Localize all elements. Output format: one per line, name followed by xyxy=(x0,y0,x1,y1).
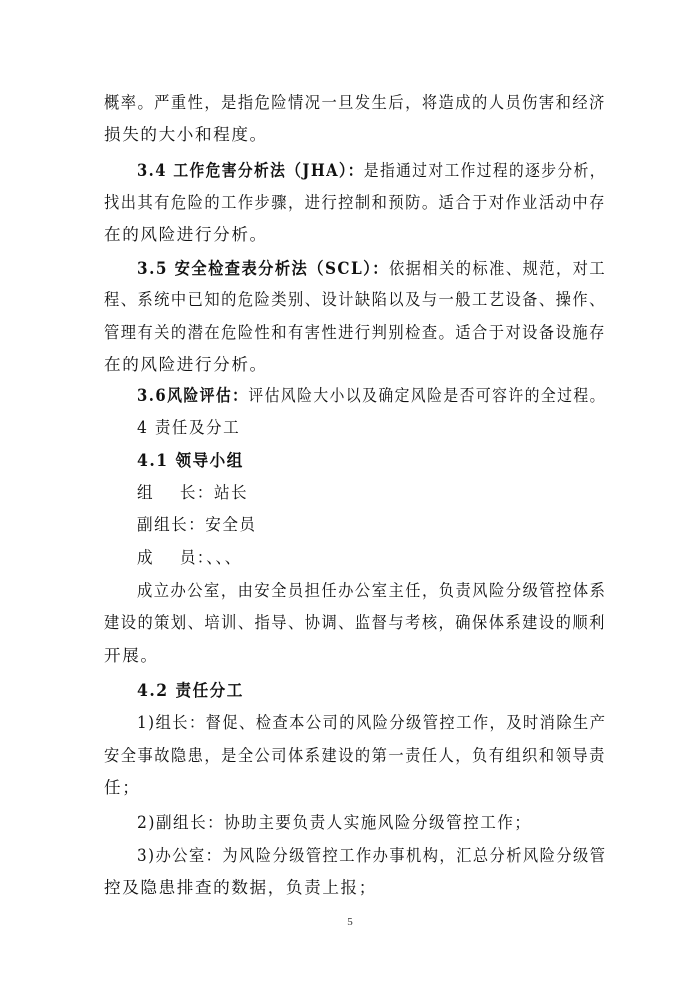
paragraph-line: 控及隐患排查的数据，负责上报； xyxy=(104,878,377,897)
members-line: 成 员：、、、 xyxy=(137,548,242,567)
paragraph-line: 安全事故隐患，是全公司体系建设的第一责任人，负有组织和领导责 xyxy=(104,746,606,765)
page-number: 5 xyxy=(347,916,353,928)
section-3-4-heading: 3.4 工作危害分析法（JHA）： xyxy=(137,160,364,180)
section-3-5-line xyxy=(137,257,607,280)
list-item: 2)副组长：协助主要负责人实施风险分级管控工作； xyxy=(137,813,532,832)
paragraph-line: 程、系统中已知的危险类别、设计缺陷以及与一般工艺设备、操作、 xyxy=(104,290,606,309)
section-4-2-heading: 4.2 责任分工 xyxy=(137,680,244,700)
paragraph-line: 成立办公室，由安全员担任办公室主任，负责风险分级管控体系 xyxy=(137,581,607,600)
paragraph-line: 管理有关的潜在危险性和有害性进行判别检查。适合于对设备设施存 xyxy=(104,323,606,342)
paragraph-line: 概率。严重性，是指危险情况一旦发生后，将造成的人员伤害和经济 xyxy=(104,93,606,112)
paragraph-line: 找出其有危险的工作步骤，进行控制和预防。适合于对作业活动中存 xyxy=(104,193,606,212)
paragraph-line: 开展。 xyxy=(104,646,159,665)
section-3-4-line xyxy=(137,159,606,182)
section-3-6-heading: 3.6风险评估： xyxy=(137,385,249,405)
deputy-leader-line: 副组长：安全员 xyxy=(137,515,257,534)
leader-line: 组 长：站长 xyxy=(137,483,249,502)
list-item: 1)组长：督促、检查本公司的风险分级管控工作，及时消除生产 xyxy=(137,713,607,732)
section-4-1-heading: 4.1 领导小组 xyxy=(137,450,244,470)
paragraph-line: 在的风险进行分析。 xyxy=(104,225,268,244)
paragraph-line: 任； xyxy=(104,778,141,797)
section-3-6-line xyxy=(137,384,606,407)
section-3-4-text: 是指通过对工作过程的逐步分析， xyxy=(363,161,606,180)
section-4-heading: 4 责任及分工 xyxy=(137,418,241,437)
section-3-5-text: 依据相关的标准、规范，对工 xyxy=(388,259,607,278)
section-3-5-heading: 3.5 安全检查表分析法（SCL）： xyxy=(137,258,389,278)
list-item: 3)办公室：为风险分级管控工作办事机构，汇总分析风险分级管 xyxy=(137,846,607,865)
paragraph-line: 损失的大小和程度。 xyxy=(104,125,268,144)
paragraph-line: 建设的策划、培训、指导、协调、监督与考核，确保体系建设的顺利 xyxy=(104,613,606,632)
paragraph-line: 在的风险进行分析。 xyxy=(104,355,268,374)
section-3-6-text: 评估风险大小以及确定风险是否可容许的全过程。 xyxy=(248,386,606,405)
